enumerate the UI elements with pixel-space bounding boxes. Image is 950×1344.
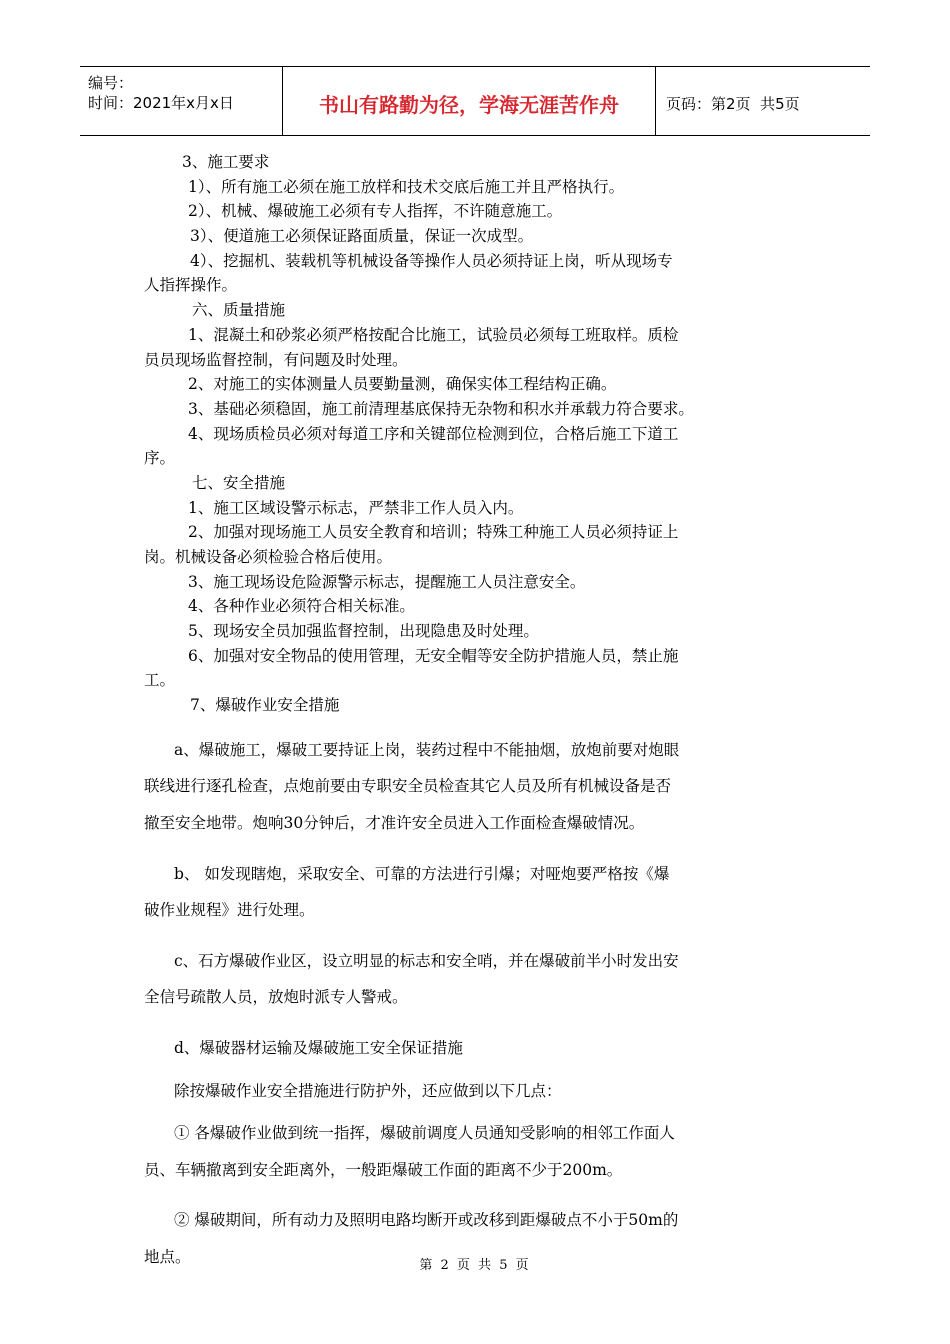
- body-line: 3）、便道施工必须保证路面质量，保证一次成型。: [190, 227, 534, 246]
- body-line: 3、施工现场设危险源警示标志，提醒施工人员注意安全。: [188, 572, 586, 591]
- blasting-paragraphs: [144, 732, 782, 1276]
- body-line: 1、施工区域设警示标志，严禁非工作人员入内。: [188, 498, 524, 517]
- number-label: 编号：: [88, 74, 134, 92]
- body-line: 工。: [144, 671, 176, 690]
- footer-page-number: 第 2 页 共 5 页: [419, 1258, 531, 1273]
- body-line: 序。: [144, 449, 176, 468]
- body-line: 破作业规程》进行处理。: [144, 901, 315, 920]
- body-line: ① 各爆破作业做到统一指挥，爆破前调度人员通知受影响的相邻工作面人: [174, 1124, 675, 1143]
- spacer: [162, 842, 782, 856]
- body-line: 员、车辆撤离到安全距离外，一般距爆破工作面的距离不少于200m。: [144, 1160, 623, 1179]
- body-line: ② 爆破期间，所有动力及照明电路均断开或改移到距爆破点不小于50m的: [174, 1211, 679, 1230]
- header-page-cell: [656, 67, 870, 135]
- spacer: [162, 1016, 782, 1030]
- body-line: 4）、挖掘机、装载机等机械设备等操作人员必须持证上岗，听从现场专: [190, 251, 673, 270]
- section-heading-quality-measures: 六、质量措施: [192, 301, 286, 320]
- body-line: 2、对施工的实体测量人员要勤量测，确保实体工程结构正确。: [188, 375, 617, 394]
- body-line: 1）、所有施工必须在施工放样和技术交底后施工并且严格执行。: [188, 177, 625, 196]
- motto-text: 书山有路勤为径，学海无涯苦作舟: [319, 92, 619, 117]
- body-line: 4、各种作业必须符合相关标准。: [188, 597, 415, 616]
- body-line: 地点。: [144, 1247, 191, 1266]
- body-line: 6、加强对安全物品的使用管理，无安全帽等安全防护措施人员，禁止施: [188, 646, 679, 665]
- page-footer: [0, 1254, 950, 1273]
- body-line: 全信号疏散人员，放炮时派专人警戒。: [144, 988, 408, 1007]
- body-line: a、爆破施工，爆破工要持证上岗，装药过程中不能抽烟，放炮前要对炮眼: [174, 740, 680, 759]
- section-heading-construction-requirements: 3、施工要求: [182, 153, 270, 171]
- body-line: 5、现场安全员加强监督控制，出现隐患及时处理。: [188, 622, 539, 641]
- body-line: d、爆破器材运输及爆破施工安全保证措施: [174, 1038, 463, 1057]
- header-motto-cell: [283, 67, 656, 135]
- date-label: 时间：2021年x月x日: [88, 94, 234, 112]
- body-line: 除按爆破作业安全措施进行防护外，还应做到以下几点：: [174, 1081, 562, 1100]
- body-line: 4、现场质检员必须对每道工序和关键部位检测到位，合格后施工下道工: [188, 424, 679, 443]
- body-line: 员员现场监督控制，有问题及时处理。: [144, 350, 408, 369]
- body-line: b、 如发现瞎炮，采取安全、可靠的方法进行引爆；对哑炮要严格按《爆: [174, 864, 670, 883]
- document-body: [144, 150, 782, 1276]
- spacer: [162, 929, 782, 943]
- body-line: 岗。机械设备必须检验合格后使用。: [144, 548, 393, 566]
- spacer: [162, 718, 782, 732]
- body-line: 联线进行逐孔检查，点炮前要由专职安全员检查其它人员及所有机械设备是否: [144, 777, 672, 796]
- body-line: 3、基础必须稳固，施工前清理基底保持无杂物和积水并承载力符合要求。: [188, 399, 694, 418]
- document-header: [80, 66, 870, 136]
- body-line: 2）、机械、爆破施工必须有专人指挥，不许随意施工。: [188, 202, 563, 221]
- page-info: 页码：第2页 共5页: [666, 94, 800, 113]
- header-meta-cell: [80, 67, 283, 135]
- body-line: 2、加强对现场施工人员安全教育和培训；特殊工种施工人员必须持证上: [188, 523, 679, 542]
- body-line: 1、混凝土和砂浆必须严格按配合比施工，试验员必须每工班取样。质检: [188, 325, 679, 344]
- body-line: 撤至安全地带。炮响30分钟后，才准许安全员进入工作面检查爆破情况。: [144, 814, 645, 832]
- body-line: c、石方爆破作业区，设立明显的标志和安全哨，并在爆破前半小时发出安: [174, 951, 679, 970]
- body-line: 人指挥操作。: [144, 276, 238, 295]
- section-heading-blasting-safety: 7、爆破作业安全措施: [190, 696, 340, 715]
- spacer: [162, 1188, 782, 1202]
- section-heading-safety-measures: 七、安全措施: [192, 473, 286, 492]
